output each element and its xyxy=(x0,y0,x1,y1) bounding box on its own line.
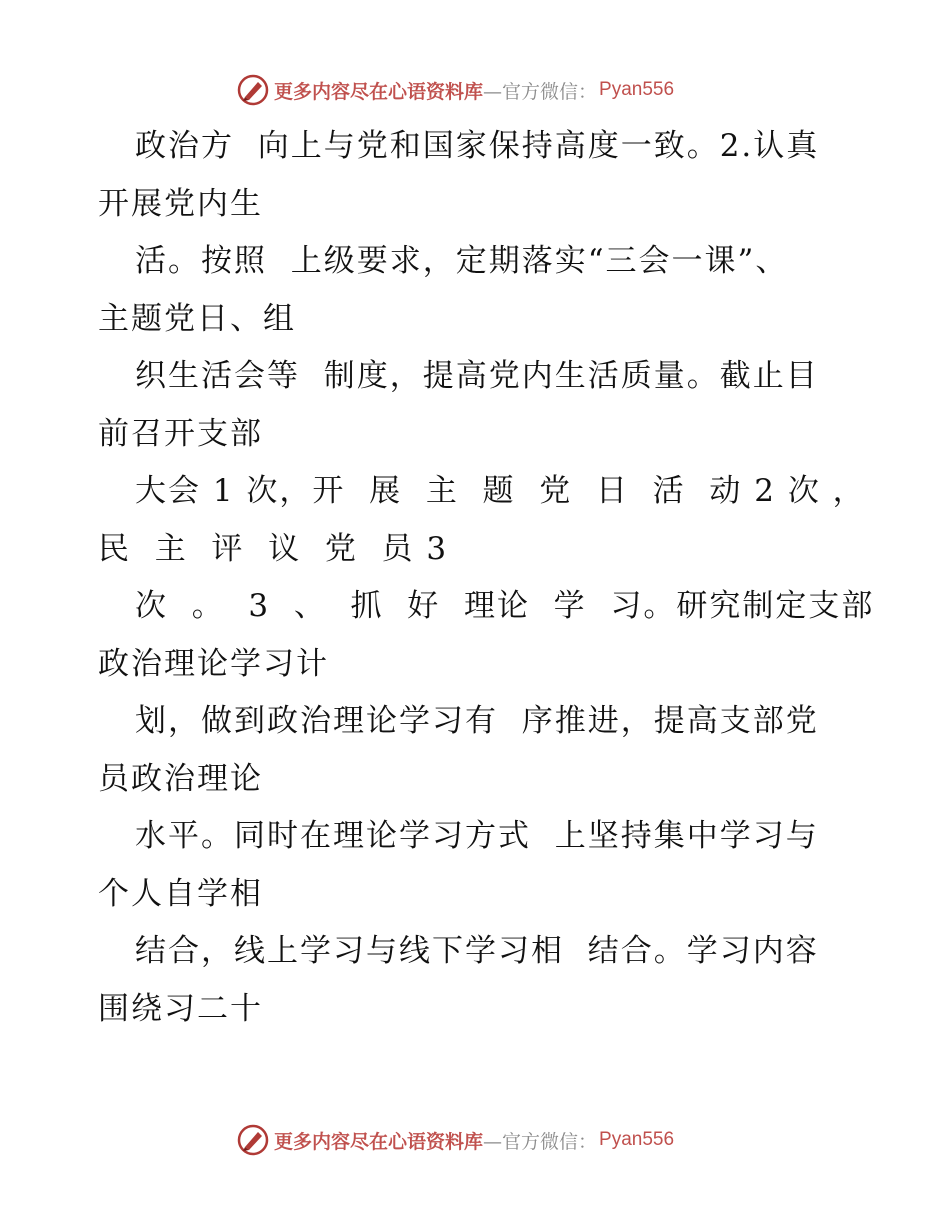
text-line: 个人自学相 xyxy=(98,875,263,912)
text-line: 前召开支部 xyxy=(98,415,263,452)
paragraph xyxy=(98,118,838,233)
text-line: 水平。同时在理论学习方式 上坚持集中学习与 xyxy=(135,818,819,854)
footer-watermark xyxy=(236,1122,674,1158)
text-line: 大会 1 次，开 展 主 题 党 日 活 动 2 次 ， xyxy=(135,473,866,509)
header-watermark xyxy=(236,72,674,108)
text-line: 开展党内生 xyxy=(98,185,263,222)
paragraph xyxy=(98,348,838,463)
text-line: 次 。 3 、 抓 好 理论 学 习。研究制定支部 xyxy=(135,588,875,624)
text-line: 民 主 评 议 党 员 3 xyxy=(98,530,449,567)
text-line: 活。按照 上级要求，定期落实“三会一课”、 xyxy=(135,243,789,279)
pen-logo-icon xyxy=(236,73,270,107)
text-line: 结合，线上学习与线下学习相 结合。学习内容 xyxy=(135,933,819,969)
pen-logo-icon xyxy=(236,1123,270,1157)
paragraph xyxy=(98,693,838,808)
watermark-text: 更多内容尽在心语资料库—官方微信： xyxy=(274,80,598,103)
paragraph xyxy=(98,578,875,693)
text-line: 主题党日、组 xyxy=(98,300,296,337)
watermark-text: 更多内容尽在心语资料库—官方微信： xyxy=(274,1130,598,1153)
document-body xyxy=(98,118,875,1038)
text-line: 划，做到政治理论学习有 序推进，提高支部党 xyxy=(135,703,819,739)
text-line: 政治理论学习计 xyxy=(98,645,329,682)
watermark-wechat-id: Pyan556 xyxy=(599,1129,675,1150)
text-line: 织生活会等 制度，提高党内生活质量。截止目 xyxy=(135,358,819,394)
paragraph xyxy=(98,233,838,348)
paragraph xyxy=(98,808,838,923)
text-line: 围绕习二十 xyxy=(98,990,263,1027)
text-line: 员政治理论 xyxy=(98,760,263,797)
paragraph xyxy=(98,923,838,1038)
text-line: 政治方 向上与党和国家保持高度一致。2.认真 xyxy=(135,128,820,164)
watermark-wechat-id: Pyan556 xyxy=(599,79,675,100)
paragraph xyxy=(98,463,866,578)
